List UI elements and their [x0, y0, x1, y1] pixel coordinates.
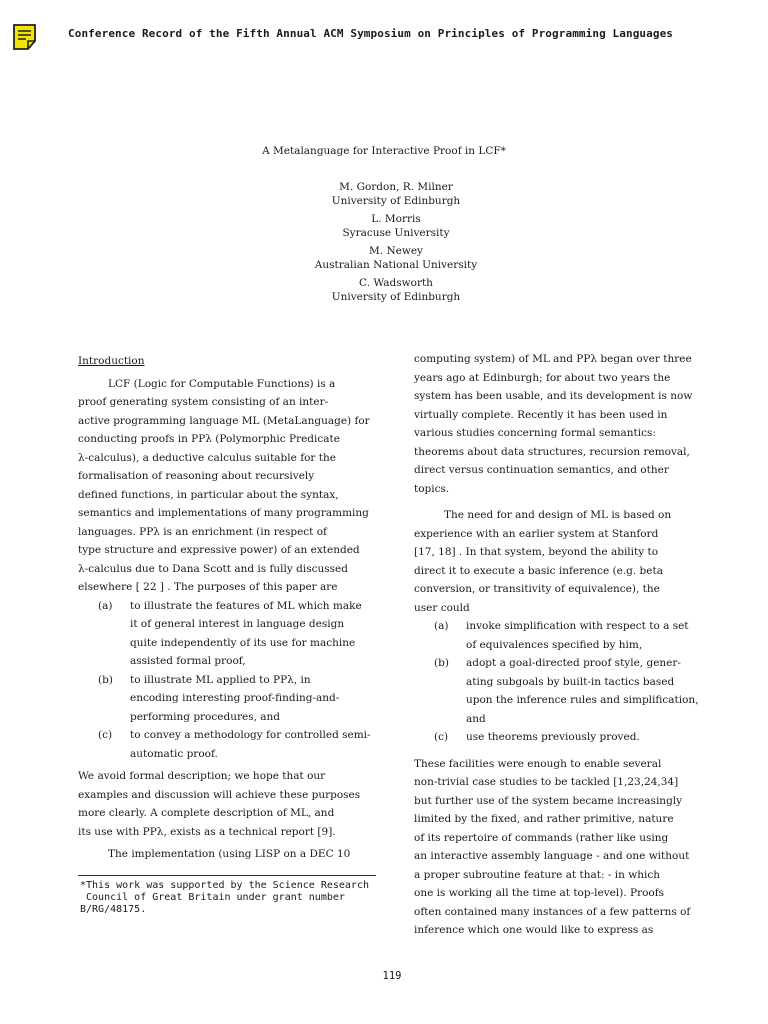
paragraph-line: limited by the fixed, and rather primitive, nature [414, 813, 674, 825]
author-block [0, 276, 768, 304]
list-item [78, 634, 380, 653]
list-label: (b) [98, 673, 113, 686]
list-item-text: to convey a methodology for controlled semi- [130, 729, 371, 741]
list-item-text: it of general interest in language design [130, 618, 345, 630]
list-item [78, 745, 380, 764]
list-item-text: automatic proof. [130, 747, 218, 760]
paragraph-line: its use with PPλ, exists as a technical report [9]. [78, 825, 336, 838]
paragraph-line: topics. [414, 482, 450, 495]
paragraph-line: The need for and design of ML is based on [444, 509, 672, 521]
author-names: M. Newey [369, 245, 423, 257]
paragraph-line: one is working all the time at top-level). Proofs [414, 887, 665, 899]
paragraph-line: direct versus continuation semantics, and other [414, 464, 669, 476]
paragraph-line: experience with an earlier system at Stanford [414, 527, 659, 540]
section-heading: Introduction [78, 355, 145, 367]
list-label [414, 710, 456, 729]
list-label [78, 634, 120, 653]
paragraph-line: often contained many instances of a few patterns of [414, 905, 691, 918]
list-item [414, 673, 719, 692]
paragraph-line: virtually complete. Recently it has been used in [414, 408, 668, 421]
list-label [414, 691, 456, 710]
list-item-text: ating subgoals by built-in tactics based [466, 675, 675, 688]
list-item [78, 597, 380, 616]
paragraph-line: various studies concerning formal semantics: [414, 427, 656, 439]
list-item [78, 652, 380, 671]
paragraph-line: [17, 18] . In that system, beyond the ability to [414, 546, 659, 558]
paragraph-line: computing system) of ML and PPλ began over three [414, 353, 692, 365]
list-label: (c) [434, 731, 449, 743]
author-block [0, 180, 768, 208]
paragraph-line: These facilities were enough to enable several [414, 757, 662, 770]
list-item [414, 654, 719, 673]
paragraph-line: elsewhere [ 22 ] . The purposes of this paper are [78, 581, 338, 593]
footnote [80, 880, 380, 916]
footnote-line: *This work was supported by the Science Research [80, 880, 369, 891]
left-column [78, 352, 380, 864]
list-item-text: of equivalences specified by him, [466, 638, 643, 651]
paragraph-line: direct it to execute a basic inference (e.g. beta [414, 564, 663, 577]
author-affiliation: University of Edinburgh [331, 291, 461, 303]
list-label [78, 689, 120, 708]
list-item [78, 708, 380, 727]
author-affiliation: University of Edinburgh [331, 195, 461, 207]
paragraph-line: We avoid formal description; we hope that our [78, 770, 326, 782]
purpose-list [78, 597, 380, 764]
author-block [0, 244, 768, 272]
list-item-text: assisted formal proof, [130, 655, 246, 667]
paper-title: A Metalanguage for Interactive Proof in LCF* [262, 145, 506, 157]
paragraph [414, 350, 719, 498]
list-item-text: adopt a goal-directed proof style, gener- [466, 657, 681, 669]
author-names: C. Wadsworth [359, 277, 433, 289]
paragraph-line: formalisation of reasoning about recursively [78, 470, 315, 482]
paragraph-line: semantics and implementations of many programming [78, 507, 369, 519]
note-icon [12, 23, 37, 51]
conference-header: Conference Record of the Fifth Annual ACM Symposium on Principles of Programming Languages [68, 27, 674, 40]
author-block [0, 212, 768, 240]
footnote-line: B/RG/48175. [80, 904, 147, 915]
list-label: (b) [434, 657, 449, 669]
list-item-text: to illustrate ML applied to PPλ, in [130, 673, 311, 686]
list-label: (c) [98, 729, 113, 741]
list-item [78, 615, 380, 634]
list-item-text: upon the inference rules and simplification, [466, 694, 699, 706]
author-names: M. Gordon, R. Milner [339, 181, 453, 193]
list-item [78, 671, 380, 690]
paragraph [414, 755, 719, 940]
list-label: (a) [434, 620, 449, 632]
paragraph-line: a proper subroutine feature at that: - in which [414, 868, 660, 881]
paragraph-line: non-trivial case studies to be tackled [1,23,24,34] [414, 776, 679, 788]
list-item-text: quite independently of its use for machine [130, 636, 356, 649]
paragraph-line: conducting proofs in PPλ (Polymorphic Predicate [78, 433, 340, 445]
user-capability-list [414, 617, 719, 747]
list-item-text: and [466, 712, 486, 725]
list-item [414, 691, 719, 710]
paragraph [78, 375, 380, 597]
list-item-text: performing procedures, and [130, 710, 280, 723]
paragraph-line: user could [414, 601, 470, 614]
paragraph [414, 506, 719, 617]
list-item [414, 617, 719, 636]
paragraph-line: inference which one would like to express as [414, 924, 654, 936]
list-item [78, 689, 380, 708]
paragraph-line: The implementation (using LISP on a DEC 10 [108, 848, 351, 860]
footnote-rule [78, 875, 376, 876]
list-item-text: to illustrate the features of ML which make [130, 599, 362, 612]
list-label: (a) [98, 599, 113, 612]
list-item-text: invoke simplification with respect to a set [466, 620, 689, 632]
right-column [414, 350, 719, 940]
paragraph-line: active programming language ML (MetaLanguage) for [78, 414, 370, 427]
list-item-text: use theorems previously proved. [466, 731, 640, 743]
paragraph-line: but further use of the system became increasingly [414, 794, 683, 807]
list-label [78, 652, 120, 671]
paragraph-line: conversion, or transitivity of equivalence), the [414, 583, 660, 595]
paragraph-line: λ-calculus due to Dana Scott and is fully discussed [78, 562, 348, 575]
paragraph-line: languages. PPλ is an enrichment (in respect of [78, 525, 327, 538]
list-label [78, 708, 120, 727]
list-item [414, 710, 719, 729]
paragraph-line: defined functions, in particular about the syntax, [78, 488, 339, 501]
list-label [78, 745, 120, 764]
list-item [414, 636, 719, 655]
paragraph-line: proof generating system consisting of an inter- [78, 396, 329, 408]
paragraph-line: more clearly. A complete description of ML, and [78, 807, 335, 819]
page-number: 119 [382, 970, 402, 982]
author-affiliation: Syracuse University [342, 227, 450, 239]
author-list [0, 180, 768, 308]
author-affiliation: Australian National University [314, 259, 478, 271]
paragraph-line: an interactive assembly language - and one without [414, 850, 690, 862]
list-label [78, 615, 120, 634]
paragraph [78, 767, 380, 841]
paragraph-line: LCF (Logic for Computable Functions) is a [108, 377, 336, 390]
paragraph-line: examples and discussion will achieve these purposes [78, 788, 361, 801]
list-label [414, 636, 456, 655]
paragraph-line: system has been usable, and its development is now [414, 390, 693, 402]
author-names: L. Morris [371, 213, 421, 225]
paragraph-line: theorems about data structures, recursion removal, [414, 445, 690, 458]
paragraph-line: years ago at Edinburgh; for about two years the [414, 371, 671, 384]
paragraph-line: type structure and expressive power) of an extended [78, 544, 360, 556]
footnote-line: Council of Great Britain under grant number [80, 892, 345, 903]
list-item [78, 726, 380, 745]
paragraph-line: of its repertoire of commands (rather like using [414, 831, 669, 844]
list-label [414, 673, 456, 692]
list-item [414, 728, 719, 747]
list-item-text: encoding interesting proof-finding-and- [130, 692, 340, 704]
paragraph-line: λ-calculus), a deductive calculus suitable for the [78, 451, 336, 464]
